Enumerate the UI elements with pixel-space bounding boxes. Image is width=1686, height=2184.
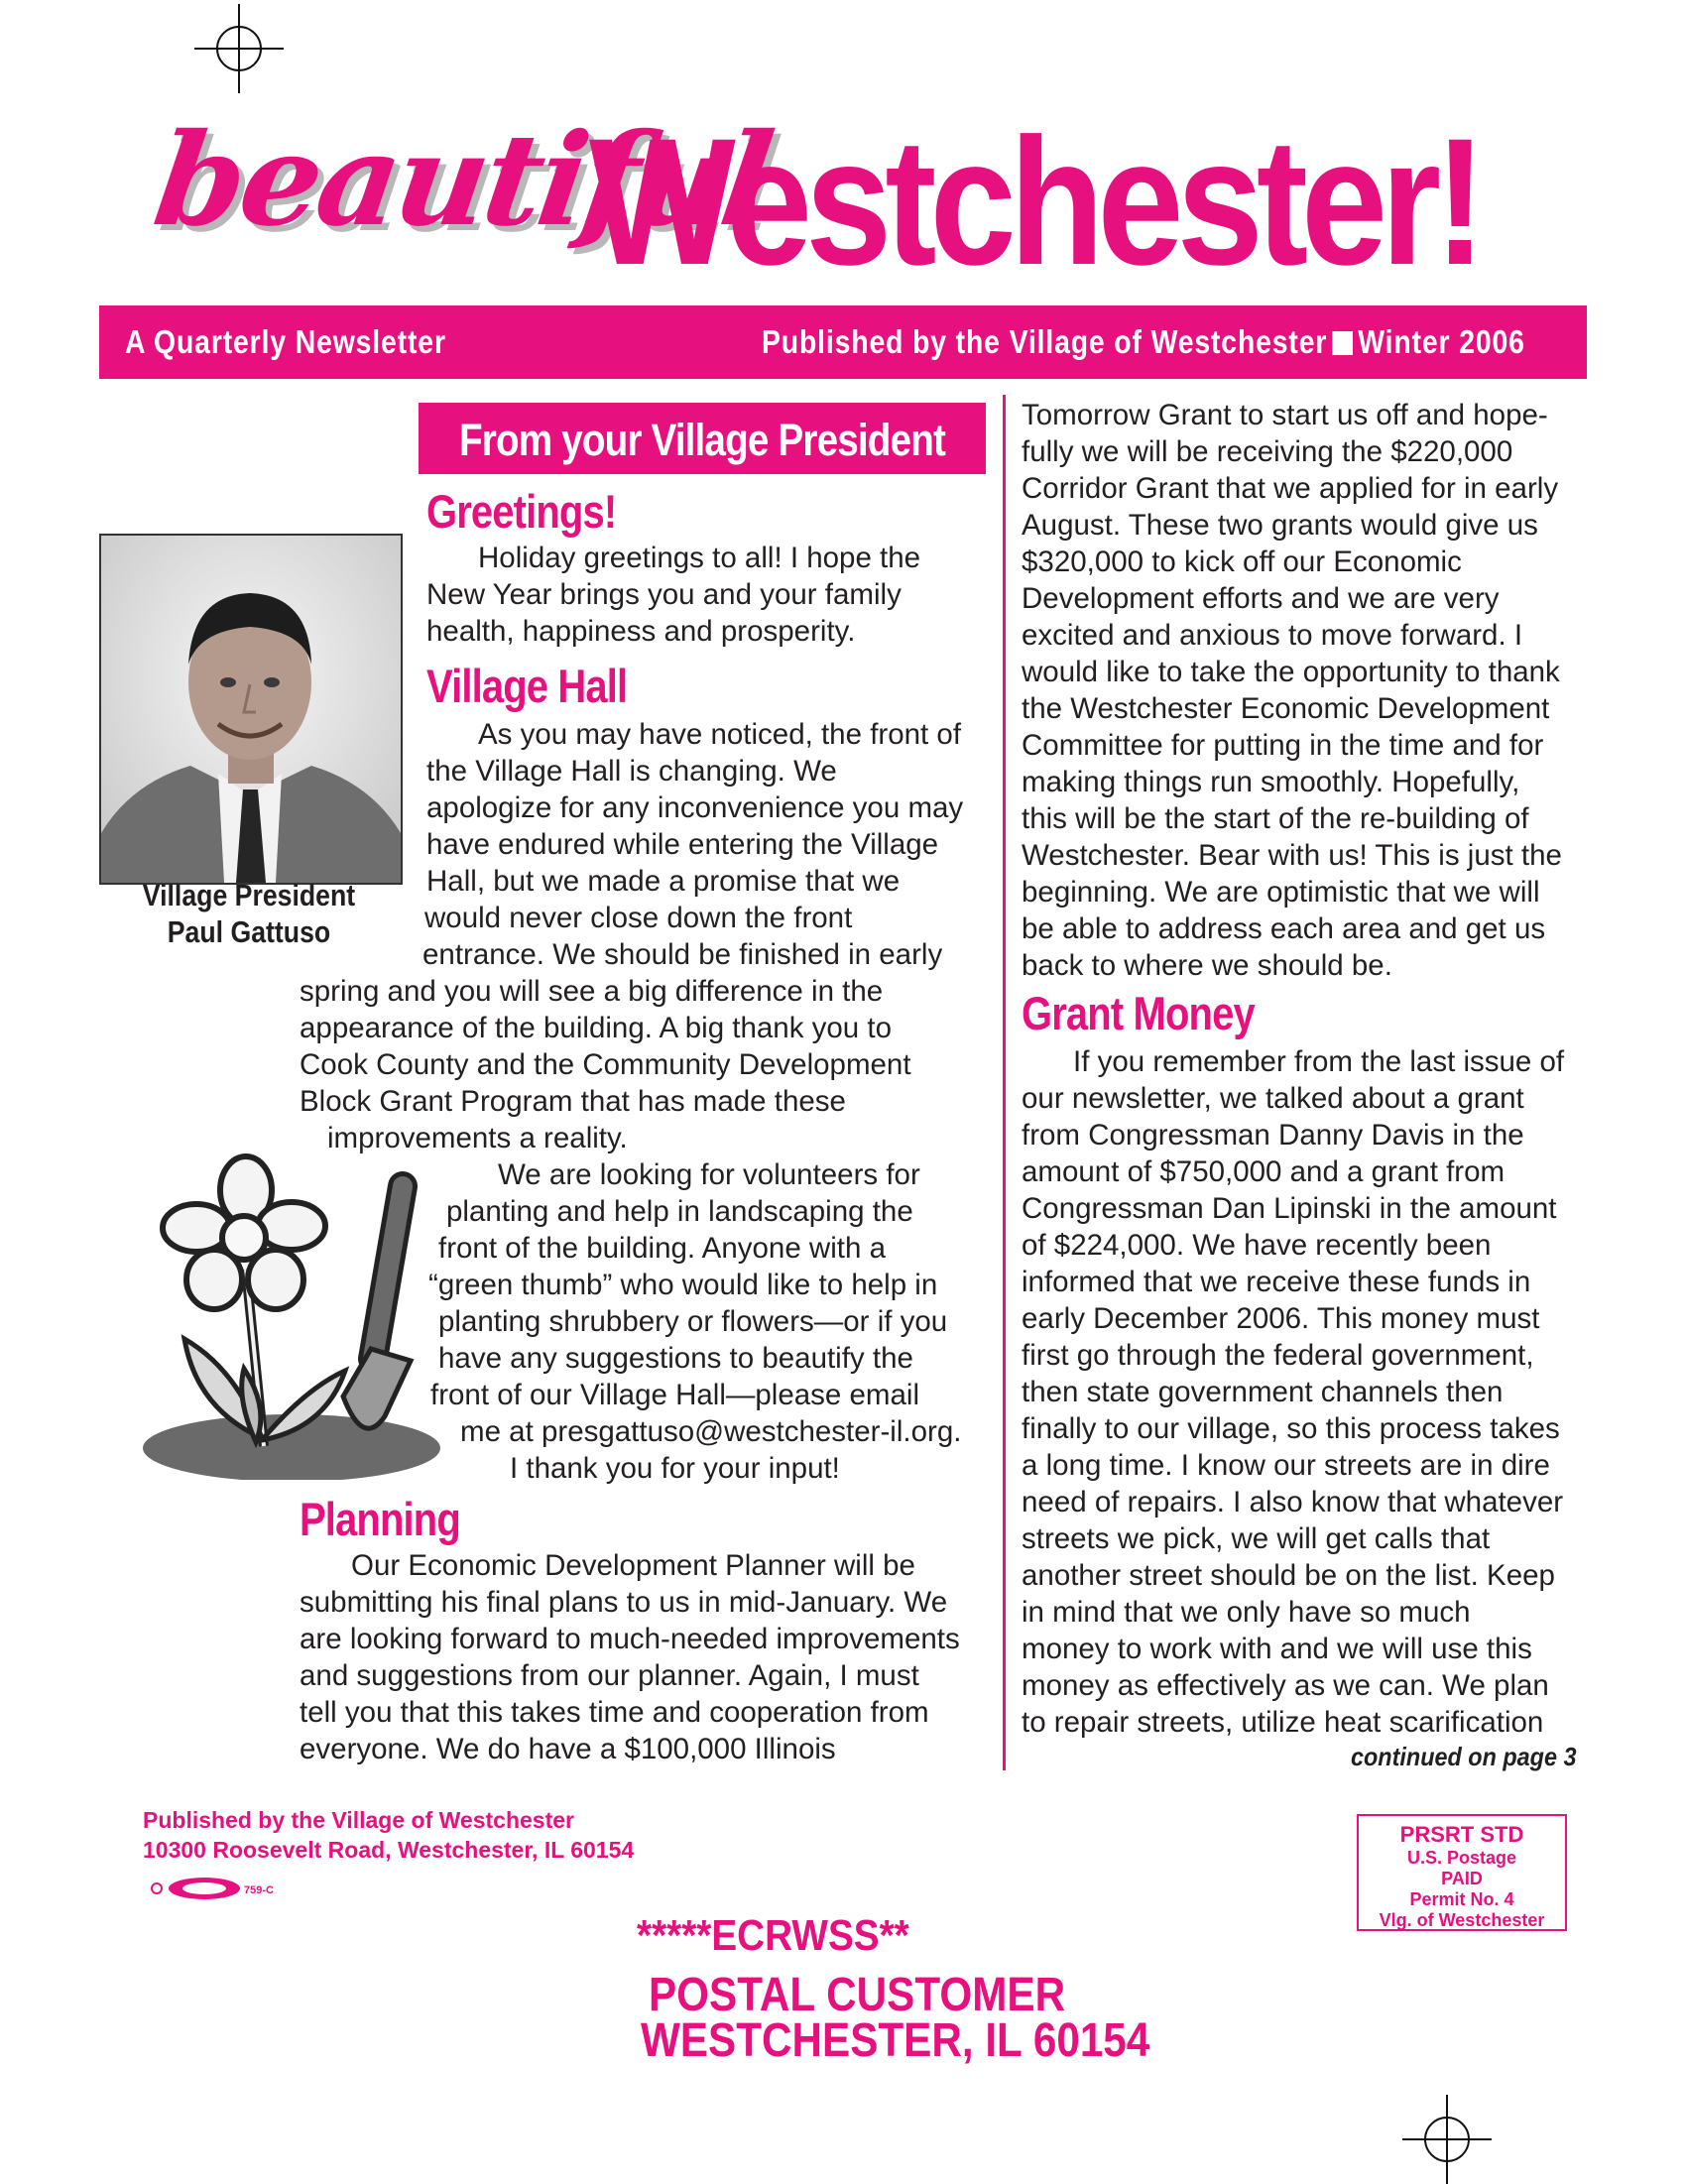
heading-planning: Planning xyxy=(300,1493,460,1545)
volunteer-line: me at presgattuso@westchester-il.org. xyxy=(460,1415,962,1448)
grant-line: Congressman Dan Lipinski in the amount xyxy=(1022,1192,1557,1225)
intro-line: back to where we should be. xyxy=(1022,949,1392,982)
permit-line: PRSRT STD xyxy=(1399,1822,1524,1847)
village-hall-line: have endured while entering the Village xyxy=(426,828,939,861)
section-header-box xyxy=(419,403,986,474)
photo-caption-name: Paul Gattuso xyxy=(167,914,331,949)
grant-line: to repair streets, utilize heat scarification xyxy=(1022,1706,1544,1739)
intro-line: Development efforts and we are very xyxy=(1022,582,1500,615)
masthead-title: Westchester! xyxy=(589,100,1480,303)
intro-line: would like to take the opportunity to thank xyxy=(1022,656,1560,688)
village-hall-line: Hall, but we made a promise that we xyxy=(426,865,901,898)
banner-newsletter-label: A Quarterly Newsletter xyxy=(125,323,446,360)
intro-line: the Westchester Economic Development xyxy=(1022,692,1550,725)
grant-line: in mind that we only have so much xyxy=(1022,1596,1471,1629)
grant-line: informed that we receive these funds in xyxy=(1022,1266,1531,1298)
intro-line: be able to address each area and get us xyxy=(1022,912,1546,945)
permit-line: U.S. Postage xyxy=(1406,1848,1517,1868)
masthead-script-word: beautiful xyxy=(146,106,778,255)
union-bug-logo xyxy=(149,1874,288,1903)
greetings-line: New Year brings you and your family xyxy=(426,578,902,611)
volunteer-line: We are looking for volunteers for xyxy=(498,1158,920,1191)
postal-customer: POSTAL CUSTOMER xyxy=(649,1969,1066,2021)
footer-publisher: Published by the Village of Westchester xyxy=(143,1807,574,1833)
banner-publisher xyxy=(762,323,1525,361)
volunteer-line: planting and help in landscaping the xyxy=(446,1195,913,1228)
village-hall-line: appearance of the building. A big thank you to xyxy=(300,1012,893,1044)
grant-line: of $224,000. We have recently been xyxy=(1022,1229,1492,1262)
permit-line: Vlg. of Westchester xyxy=(1379,1910,1545,1930)
village-hall-line: would never close down the front xyxy=(424,902,853,934)
grant-line: first go through the federal government, xyxy=(1022,1339,1534,1372)
greetings-line: Holiday greetings to all! I hope the xyxy=(478,542,921,574)
heading-grant-money: Grant Money xyxy=(1022,987,1255,1039)
volunteer-line: I thank you for your input! xyxy=(510,1452,840,1485)
intro-line: Corridor Grant that we applied for in early xyxy=(1022,472,1559,505)
postage-permit-box xyxy=(1357,1814,1567,1931)
heading-village-hall: Village Hall xyxy=(426,660,628,712)
section-header-title: From your Village President xyxy=(458,415,946,465)
mailing-city: WESTCHESTER, IL 60154 xyxy=(641,2014,1150,2067)
permit-line: Permit No. 4 xyxy=(1409,1889,1514,1909)
grant-line: a long time. I know our streets are in dire xyxy=(1022,1449,1550,1482)
banner-publisher-text: Published by the Village of Westchester xyxy=(762,323,1328,360)
column-divider xyxy=(1003,395,1006,1770)
grant-line: money as effectively as we can. We plan xyxy=(1022,1669,1549,1702)
planning-line: submitting his final plans to us in mid-January. We xyxy=(300,1586,948,1619)
volunteer-line: “green thumb” who would like to help in xyxy=(428,1269,938,1301)
grant-line: amount of $750,000 and a grant from xyxy=(1022,1155,1505,1188)
permit-line: PAID xyxy=(1441,1869,1483,1888)
intro-line: fully we will be receiving the $220,000 xyxy=(1022,435,1513,468)
square-bullet-icon xyxy=(1332,331,1353,355)
heading-greetings: Greetings! xyxy=(426,485,617,538)
planning-line: everyone. We do have a $100,000 Illinois xyxy=(300,1733,836,1765)
village-hall-line: entrance. We should be finished in early xyxy=(422,938,943,971)
intro-line: Tomorrow Grant to start us off and hope- xyxy=(1022,399,1548,431)
planning-line: are looking forward to much-needed improvements xyxy=(300,1623,960,1655)
village-hall-line: Block Grant Program that has made these xyxy=(300,1085,846,1118)
intro-line: beginning. We are optimistic that we will xyxy=(1022,876,1540,909)
grant-line: If you remember from the last issue of xyxy=(1073,1045,1565,1078)
village-hall-line: spring and you will see a big difference in the xyxy=(300,975,884,1008)
village-hall-line: the Village Hall is changing. We xyxy=(426,755,837,788)
planning-line: and suggestions from our planner. Again, I must xyxy=(300,1659,919,1692)
intro-line: Westchester. Bear with us! This is just the xyxy=(1022,839,1562,872)
grant-line: our newsletter, we talked about a grant xyxy=(1022,1082,1524,1115)
photo-caption-title: Village President xyxy=(142,878,356,912)
intro-line: August. These two grants would give us xyxy=(1022,509,1538,542)
volunteer-line: front of the building. Anyone with a xyxy=(438,1232,886,1265)
grant-line: finally to our village, so this process takes xyxy=(1022,1412,1560,1445)
continued-notice: continued on page 3 xyxy=(1351,1742,1577,1771)
intro-line: Committee for putting in the time and for xyxy=(1022,729,1544,762)
planning-line: Our Economic Development Planner will be xyxy=(351,1549,915,1582)
intro-line: making things run smoothly. Hopefully, xyxy=(1022,766,1520,798)
flower-and-trowel-illustration xyxy=(137,1151,446,1480)
village-hall-line: improvements a reality. xyxy=(327,1122,628,1154)
grant-line: then state government channels then xyxy=(1022,1376,1504,1408)
footer-address: 10300 Roosevelt Road, Westchester, IL 60154 xyxy=(143,1837,635,1863)
intro-line: this will be the start of the re-building of xyxy=(1022,802,1529,835)
grant-line: need of repairs. I also know that whatever xyxy=(1022,1486,1564,1518)
grant-line: from Congressman Danny Davis in the xyxy=(1022,1119,1524,1152)
banner-issue-date: Winter 2006 xyxy=(1358,323,1525,360)
village-hall-line: apologize for any inconvenience you may xyxy=(426,791,964,824)
crop-mark-bottom-right xyxy=(1402,2095,1492,2184)
village-hall-line: Cook County and the Community Development xyxy=(300,1048,911,1081)
intro-line: $320,000 to kick off our Economic xyxy=(1022,546,1462,578)
president-portrait-image xyxy=(101,536,401,883)
grant-line: another street should be on the list. Keep xyxy=(1022,1559,1555,1592)
intro-line: excited and anxious to move forward. I xyxy=(1022,619,1523,652)
president-photo xyxy=(99,534,403,885)
grant-line: streets we pick, we will get calls that xyxy=(1022,1522,1491,1555)
union-code: 759-C xyxy=(244,1884,274,1896)
volunteer-line: have any suggestions to beautify the xyxy=(438,1342,913,1375)
grant-line: early December 2006. This money must xyxy=(1022,1302,1540,1335)
crop-mark-top-left xyxy=(194,4,284,93)
volunteer-line: planting shrubbery or flowers—or if you xyxy=(438,1305,948,1338)
ecrwss-line: *****ECRWSS** xyxy=(637,1911,909,1960)
village-hall-line: As you may have noticed, the front of xyxy=(478,718,962,751)
greetings-line: health, happiness and prosperity. xyxy=(426,615,856,648)
planning-line: tell you that this takes time and cooperation from xyxy=(300,1696,929,1729)
masthead-banner xyxy=(99,305,1587,379)
volunteer-line: front of our Village Hall—please email xyxy=(430,1379,920,1411)
grant-line: money to work with and we will use this xyxy=(1022,1633,1532,1665)
